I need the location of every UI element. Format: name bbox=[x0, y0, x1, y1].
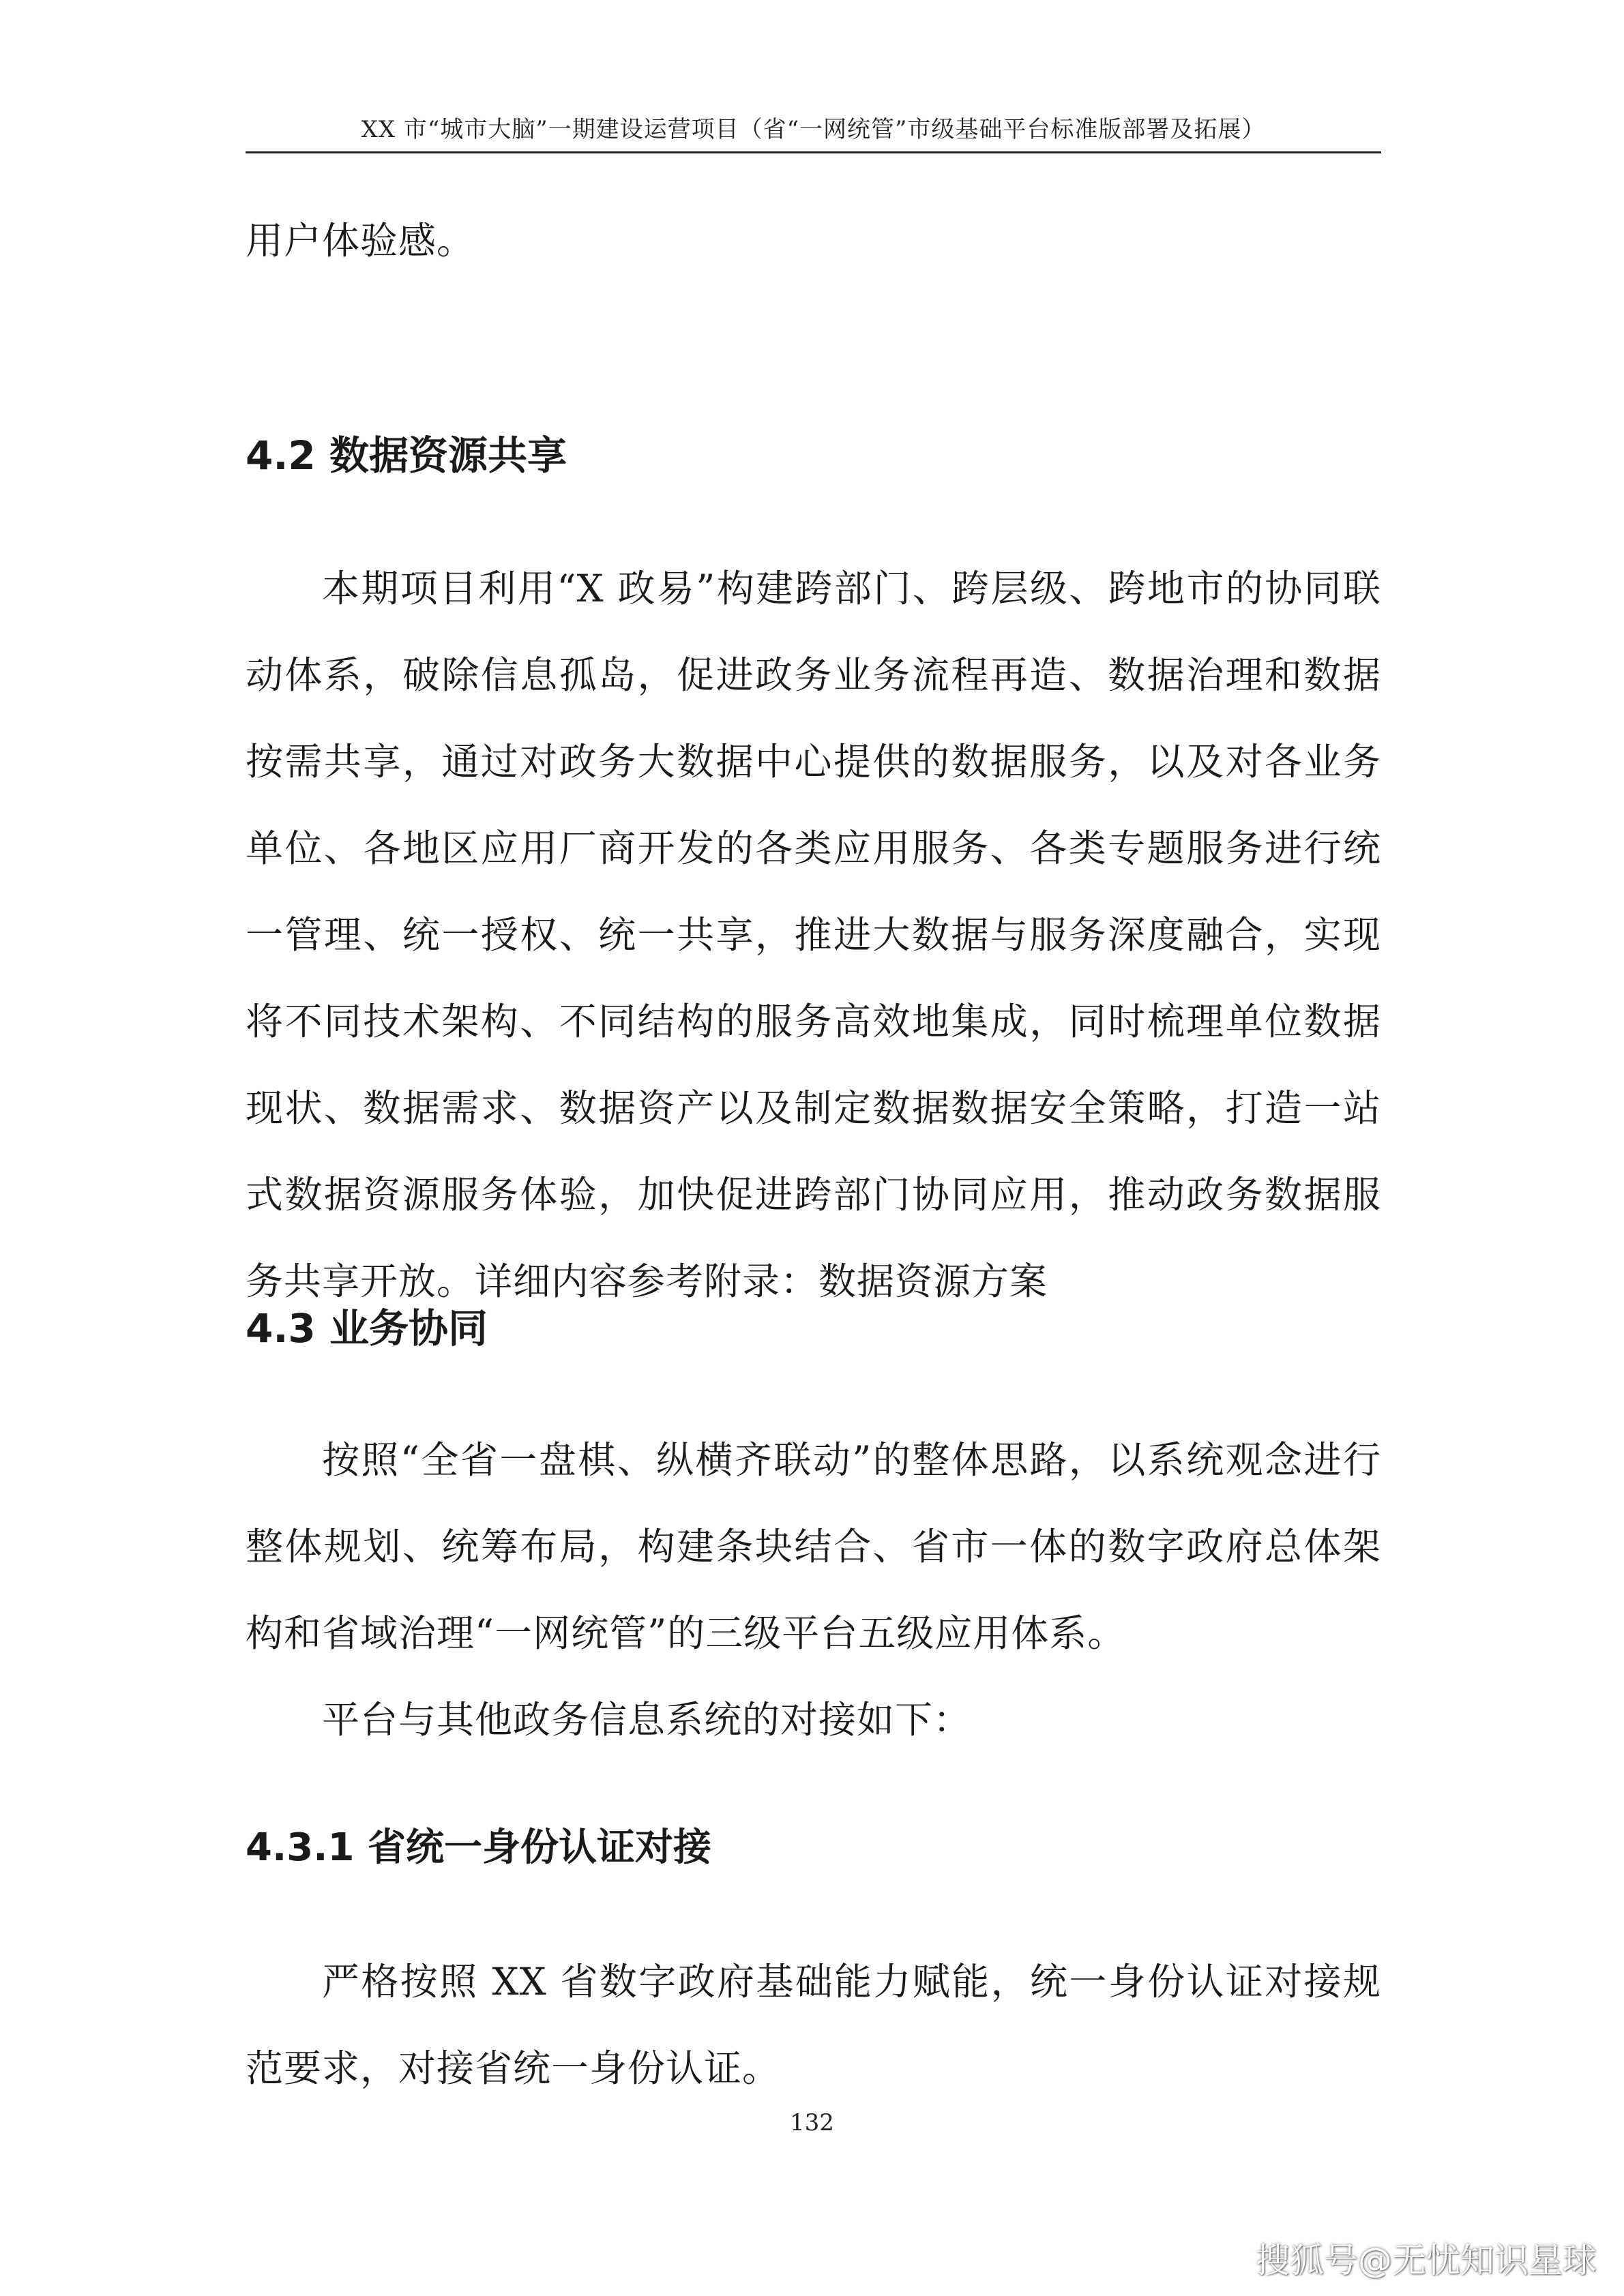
source-watermark: 搜狐号@无忧知识星球 bbox=[1256, 2241, 1597, 2280]
section-4-2-heading: 4.2 数据资源共享 bbox=[246, 432, 567, 479]
section-4-3-heading: 4.3 业务协同 bbox=[246, 1305, 488, 1352]
section-4-3-1-heading: 4.3.1 省统一身份认证对接 bbox=[246, 1825, 711, 1870]
section-4-2-body bbox=[246, 546, 1381, 1325]
section-4-3-body bbox=[246, 1417, 1381, 1763]
page-number: 132 bbox=[790, 2109, 834, 2136]
running-header: XX 市“城市大脑”一期建设运营项目（省“一网统管”市级基础平台标准版部署及拓展） bbox=[361, 116, 1266, 143]
continued-paragraph bbox=[246, 198, 1381, 284]
section-4-2-paragraph: 本期项目利用“X 政易”构建跨部门、跨层级、跨地市的协同联动体系，破除信息孤岛，促进政务业务流程再造、数据治理和数据按需共享，通过对政务大数据中心提供的数据服务，以及对各业务单位、各地区应用厂商开发的各类应用服务、各类专题服务进行统一管理、统一授权、统一共享，推进大数据与服务深度融合，实现将不同技术架构、不同结构的服务高效地集成，同时梳理单位数据现状、数据需求、数据资产以及制定数据数据安全策略，打造一站式数据资源服务体验，加快促进跨部门协同应用，推动政务数据服务共享开放。详细内容参考附录：数据资源方案 bbox=[246, 567, 1381, 1303]
section-4-3-1-body bbox=[246, 1939, 1381, 2112]
section-4-3-1-paragraph: 严格按照 XX 省数字政府基础能力赋能，统一身份认证对接规范要求，对接省统一身份认证。 bbox=[246, 1960, 1381, 2090]
continued-text: 用户体验感。 bbox=[246, 219, 475, 263]
section-4-3-paragraph-1: 按照“全省一盘棋、纵横齐联动”的整体思路，以系统观念进行整体规划、统筹布局，构建条块结合、省市一体的数字政府总体架构和省域治理“一网统管”的三级平台五级应用体系。 bbox=[246, 1438, 1381, 1655]
header-divider bbox=[246, 151, 1381, 153]
section-4-3-paragraph-2: 平台与其他政务信息系统的对接如下： bbox=[322, 1698, 972, 1742]
